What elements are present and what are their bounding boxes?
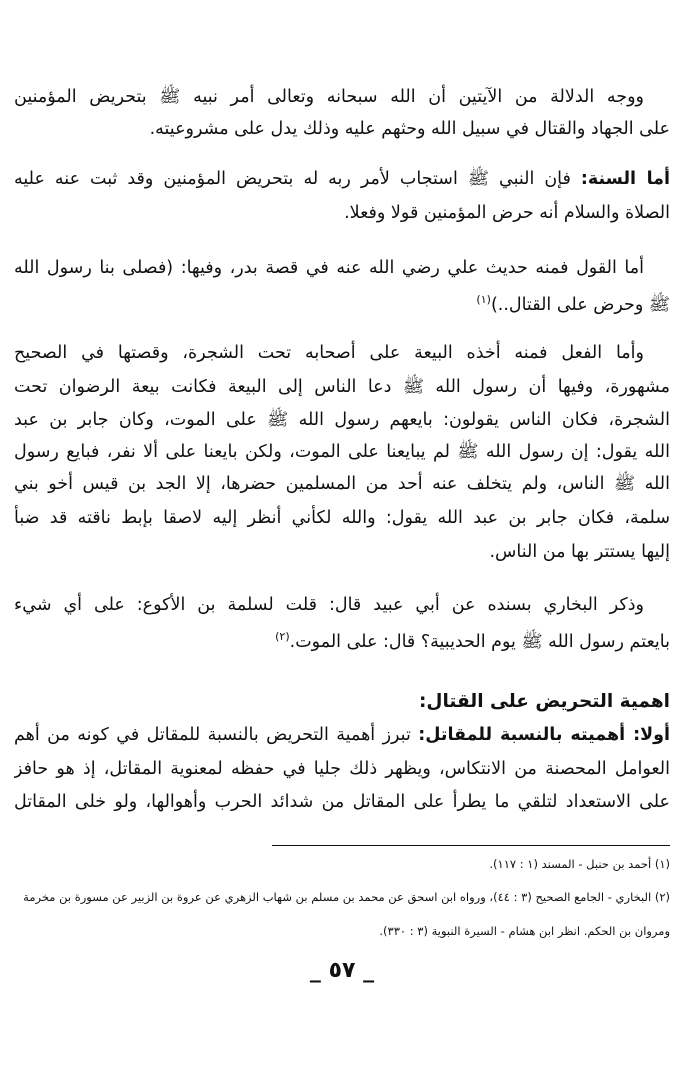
text-line [14, 285, 670, 315]
text-line: مشهورة، وفيها أن رسول الله ﷺ دعا الناس إلى البيعة فكانت بيعة الرضوان تحت [14, 377, 670, 397]
footnote-marker: (١) [476, 293, 491, 306]
text-line: على الجهاد والقتال في سبيل الله وحثهم عليه وذلك يدل على مشروعيته. [149, 119, 670, 139]
text-line: الشجرة، فكان الناس يقولون: بايعهم رسول الله ﷺ على الموت، وكان جابر بن عبد [14, 410, 670, 430]
text-line [14, 164, 670, 194]
page-number: _ ٥٧ _ [309, 958, 375, 983]
text-line: العوامل المحصنة من الانتكاس، ويظهر ذلك جليا في حفظه لمعنوية المقاتل، إذ هو حافز [14, 759, 670, 779]
section-heading: اهمية التحريض على القتال: [419, 691, 670, 712]
text-segment: تبرز أهمية التحريض بالنسبة للمقاتل في كونه من أهم [14, 725, 411, 745]
text-line: وذكر البخاري بسنده عن أبي عبيد قال: قلت لسلمة بن الأكوع: على أي شيء [14, 595, 644, 615]
footnote: (١) أحمد بن حنبل - المسند (١ : ١١٧). [489, 857, 670, 871]
footnote: ومروان بن الحكم. انظر ابن هشام - السيرة النبوية (٣ : ٣٣٠). [379, 924, 670, 938]
text-segment: ﷺ وحرض على القتال..) [490, 294, 670, 315]
footnote: (٢) البخاري - الجامع الصحيح (٣ : ٤٤)، ورواه ابن اسحق عن محمد بن مسلم بن شهاب الزهري عن عروة بن الزبير عن مسورة بن مخرمة [23, 890, 670, 904]
text-line [14, 622, 670, 652]
section-lead: أما السنة: [580, 169, 670, 189]
text-segment: فإن النبي ﷺ استجاب لأمر ربه له بتحريض المؤمنين وقد ثبت عنه عليه [14, 169, 571, 189]
section-lead: أولا: أهميته بالنسبة للمقاتل: [418, 725, 670, 745]
text-line: الله يقول: إن رسول الله ﷺ لم يبايعنا على الموت، ولكن بايعنا على ألا نفر، فبايع رسول [14, 442, 670, 462]
text-line: الله ﷺ الناس، ولم يتخلف عنه أحد من المسلمين حضرها، إلا الجد بن قيس أخو بني [14, 474, 670, 494]
text-line: وأما الفعل فمنه أخذه البيعة على أصحابه تحت الشجرة، وقصتها في الصحيح [14, 343, 644, 363]
text-line: إليها يستتر بها من الناس. [489, 542, 670, 562]
text-line: أما القول فمنه حديث علي رضي الله عنه في قصة بدر، وفيها: (فصلى بنا رسول الله [14, 258, 644, 278]
text-line: الصلاة والسلام أنه حرض المؤمنين قولا وفعلا. [344, 203, 670, 223]
text-line: على الاستعداد لتلقي ما يطرأ على المقاتل من شدائد الحرب وأهوالها، ولو خلى المقاتل [14, 792, 670, 812]
text-line: سلمة، فكان جابر بن عبد الله يقول: والله لكأني أنظر إليه لاصقا بإبط ناقته قد ضبأ [14, 508, 670, 528]
footnote-marker: (٢) [275, 630, 290, 643]
footnote-divider [272, 845, 670, 846]
text-line: ووجه الدلالة من الآيتين أن الله سبحانه وتعالى أمر نبيه ﷺ بتحريض المؤمنين [14, 87, 644, 107]
text-line [14, 720, 670, 750]
text-segment: بايعتم رسول الله ﷺ يوم الحديبية؟ قال: على الموت. [289, 631, 670, 652]
